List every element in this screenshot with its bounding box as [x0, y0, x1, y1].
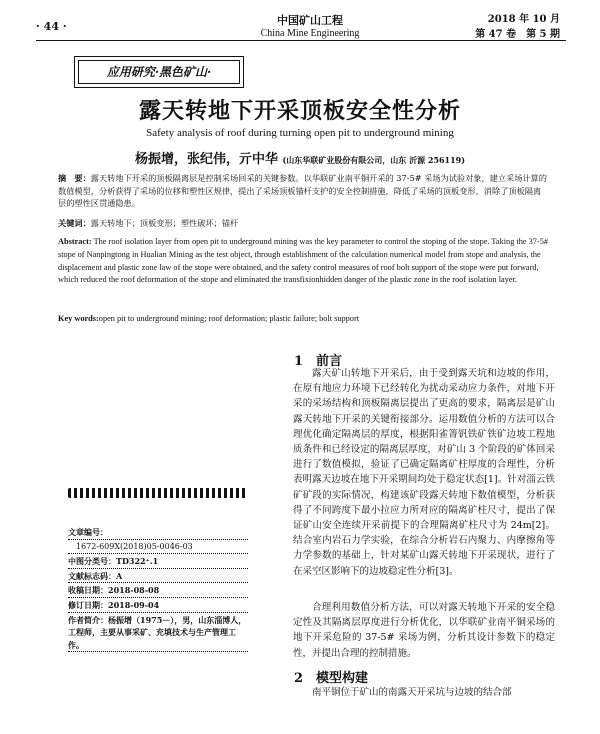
issue-date: 2018 年 10 月 — [487, 14, 560, 25]
section-2-paragraph-1: 南平铜位于矿山的南露天开采坑与边坡的结合部 — [312, 687, 512, 698]
page-number: · 44 · — [36, 20, 67, 33]
received-date: 收稿日期：2018-08-08 — [68, 584, 248, 598]
wavy-border-decoration — [68, 488, 248, 498]
section-2-heading: 2 模型构建 — [294, 671, 369, 686]
clc-number: 中图分类号：TD322⁺.1 — [68, 555, 248, 569]
keywords-en-label: Key words: — [58, 314, 99, 323]
author-bio: 作者简介：杨振增（1975－），男，山东淄博人，工程师，主要从事采矿、充填技术与生产管理工作。 — [68, 614, 248, 653]
keywords-cn — [58, 218, 548, 229]
affiliation: (山东华联矿业股份有限公司，山东 沂源 256119) — [282, 155, 466, 165]
abstract-cn-text: 露天转地下开采的顶板隔离层是控制采场回采的关键参数。以华联矿业南平铜开采的 37-5# 采场为试验对象，建立采场计算的数值模型，分析获得了采场的位移和塑性区规律，提出了采场顶板锚杆支护的安全控制措施，降低了采场的顶板变形，消除了顶板隔离层的塑性区贯通隐患。 — [58, 173, 547, 208]
issue-info — [475, 12, 560, 42]
article-info-box — [68, 488, 248, 710]
keywords-cn-text: 露天转地下；顶板变形；塑性破坏；锚杆 — [90, 218, 239, 228]
revised-date: 修订日期：2018-09-04 — [68, 599, 248, 613]
journal-name-cn: 中国矿山工程 — [277, 14, 343, 27]
authors: 杨振增，张纪伟，亓中华 — [134, 152, 278, 167]
doc-code-label: 文章编号： — [68, 526, 248, 540]
abstract-cn — [58, 172, 548, 210]
journal-header — [210, 12, 410, 39]
abstract-en-text: The roof isolation layer from open pit to underground mining was the key parameter to control the stoping of the stope. Taking the 37-5# stope of Nanpingtong in Hualian Mining as the test object, through establishment of the calculation numerical model from stope and analysis, the displacement and plastic zone law of the stope were obtained, and the safety control measures of roof bolt support of the stope were put forward, which reduced the roof deformation of the stope and eliminated the transfixionhidden danger of the plastic zone in the roof isolation layer. — [58, 237, 548, 285]
abstract-cn-label: 摘 要： — [58, 173, 91, 183]
author-line — [40, 148, 560, 167]
section-1-paragraph-1: 露天矿山转地下开采后，由于受到露天坑和边坡的作用，在原有地应力环境下已经转化为扰动采动应力条件，对地下开采的采场结构和顶板隔离层提出了更高的要求，隔离层是矿山露天转地下开采的关键衔接部分。运用数值分析的方法可以合理优化确定隔离层的厚度，根据阳雀箐钒铁矿铁矿边坡工程地质条件和已经设定的隔离层厚度，对矿山 3 个阶段的矿体回采进行了数值模拟，验证了已确定隔离矿柱厚度的合理性，分析表明露天边坡在地下开采期间均处于稳定状态[1]。针对淄云铁矿矿段的实际情况，构建该矿段露天转地下数值模型，分析获得了不同跨度下最小拉应力所对应的隔离矿柱尺寸，提出了保证矿山安全连续开采前提下的合理隔离矿柱尺寸为 24m[2]。结合室内岩石力学实验，在综合分析岩石内聚力、内摩擦角等力学参数的基础上，针对某矿山露天转地下开采现状，进行了在采空区影响下的边坡稳定性分析[3]。 — [293, 368, 555, 577]
abstract-en — [58, 236, 548, 287]
keywords-en — [58, 314, 548, 323]
keywords-cn-label: 关键词： — [58, 218, 91, 228]
header-rule — [36, 40, 566, 41]
section-1-heading: 1 前言 — [294, 354, 343, 369]
section-label: 应用研究·黑色矿山· — [78, 60, 240, 84]
doc-id-code: 文献标志码：A — [68, 570, 248, 584]
paper-subtitle: Safety analysis of roof during turning open pit to underground mining — [146, 127, 454, 139]
abstract-en-label: Abstract: — [58, 237, 92, 246]
section-1-paragraph-2: 合理利用数值分析方法，可以对露天转地下开采的安全稳定性及其隔离层厚度进行分析优化，以华联矿业南平铜采场的地下开采危险的 37-5# 采场为例，分析其设计参数下的稳定性，并提出合理的控制措施。 — [293, 602, 555, 659]
journal-name-en: China Mine Engineering — [260, 28, 360, 39]
issue-volume: 第 47 卷 第 5 期 — [475, 29, 560, 40]
doc-code: 1672-609X(2018)05-0046-03 — [68, 541, 248, 555]
paper-title: 露天转地下开采顶板安全性分析 — [138, 98, 461, 124]
keywords-en-text: open pit to underground mining; roof deformation; plastic failure; bolt support — [98, 314, 360, 323]
